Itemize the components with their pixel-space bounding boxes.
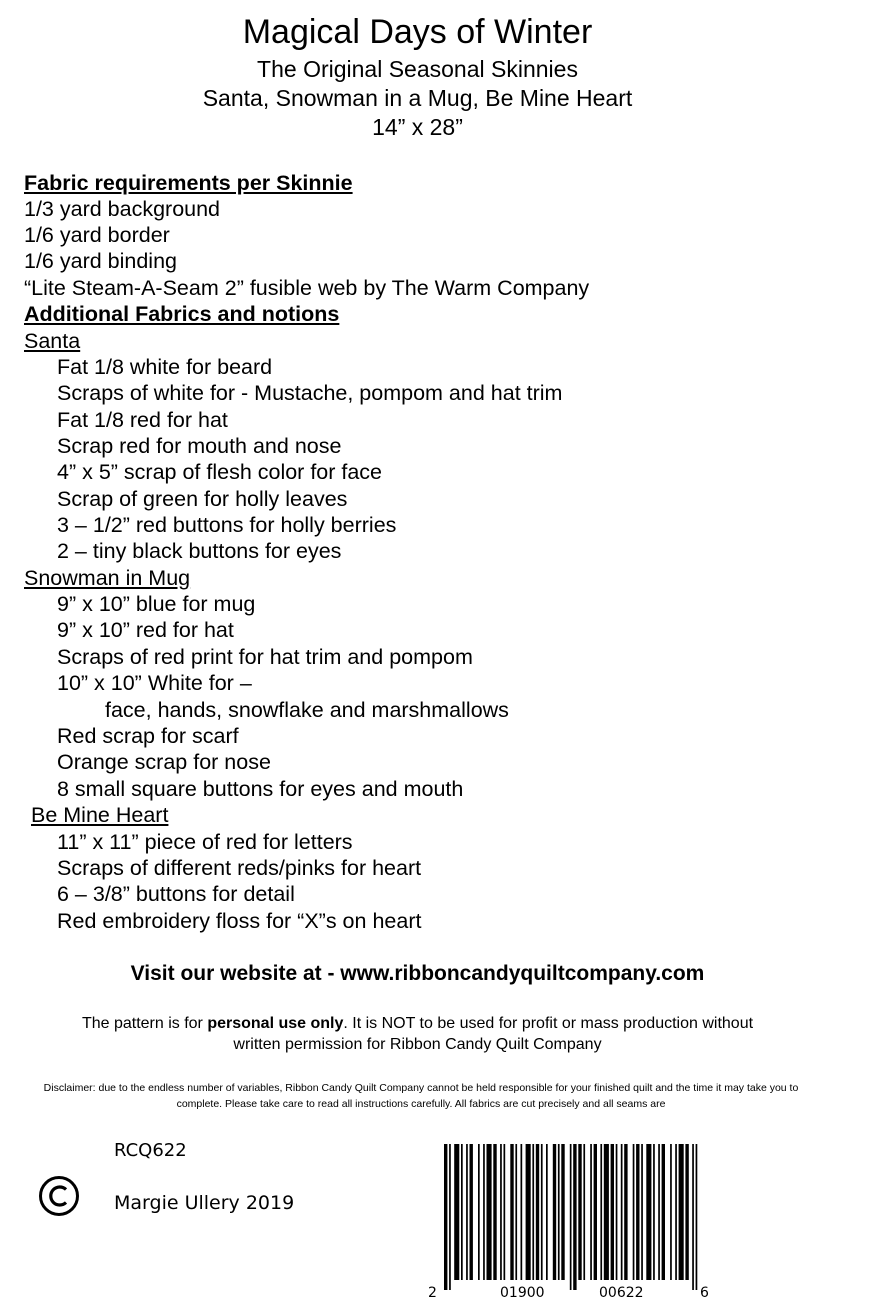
fabric-requirements-heading: Fabric requirements per Skinnie xyxy=(24,171,353,195)
heart-heading: Be Mine Heart xyxy=(31,803,169,827)
barcode-bar xyxy=(570,1144,572,1290)
barcode-bar xyxy=(449,1144,451,1290)
requirement-item: 1/6 yard binding xyxy=(24,249,177,273)
barcode-bar xyxy=(454,1144,459,1280)
pattern-code: RCQ622 xyxy=(114,1140,187,1161)
author-credit: Margie Ullery 2019 xyxy=(114,1192,295,1214)
santa-item: Fat 1/8 red for hat xyxy=(57,408,228,432)
barcode-bar xyxy=(604,1144,609,1280)
barcode-bar xyxy=(675,1144,677,1280)
website-line: Visit our website at - www.ribboncandyquiltcompany.com xyxy=(130,962,705,985)
santa-item: Fat 1/8 white for beard xyxy=(57,355,273,379)
usage-notice xyxy=(0,1013,835,1055)
barcode-bar xyxy=(478,1144,480,1280)
quilt-size: 14” x 28” xyxy=(372,114,463,140)
barcode xyxy=(424,1140,714,1300)
snowman-item-continued: face, hands, snowflake and marshmallows xyxy=(105,698,509,722)
barcode-bar xyxy=(553,1144,556,1280)
snowman-item: Orange scrap for nose xyxy=(57,750,271,774)
barcode-bar xyxy=(493,1144,496,1280)
snowman-item: 9” x 10” blue for mug xyxy=(57,592,256,616)
barcode-bar xyxy=(692,1144,694,1290)
barcode-bar xyxy=(600,1144,602,1280)
barcode-bar xyxy=(532,1144,534,1280)
barcode-bar xyxy=(558,1144,560,1280)
barcode-bar xyxy=(685,1144,688,1280)
heart-item: Red embroidery floss for “X”s on heart xyxy=(57,909,422,933)
barcode-digits-left: 01900 xyxy=(500,1285,545,1300)
barcode-bar xyxy=(546,1144,548,1280)
barcode-bar xyxy=(487,1144,492,1280)
barcode-bar xyxy=(515,1144,517,1280)
santa-item: Scraps of white for - Mustache, pompom and hat trim xyxy=(57,381,563,405)
notice-text: . It is NOT to be used for profit or mass production without xyxy=(343,1015,754,1032)
disclaimer: Disclaimer: due to the endless number of variables, Ribbon Candy Quilt Company cannot be held responsible for your finished quilt and the time it may take you to complete. Please take care to read all instructions carefully. All fabrics are cut precisely and all seams are xyxy=(43,1082,799,1110)
santa-item: 4” x 5” scrap of flesh color for face xyxy=(57,460,383,484)
requirement-item: “Lite Steam-A-Seam 2” fusible web by The Warm Company xyxy=(24,276,590,300)
requirement-item: 1/3 yard background xyxy=(24,197,221,221)
page-title: Magical Days of Winter xyxy=(242,13,593,51)
barcode-bar xyxy=(483,1144,485,1280)
barcode-bar xyxy=(594,1144,597,1280)
barcode-bar xyxy=(510,1144,513,1280)
barcode-bar xyxy=(646,1144,651,1280)
barcode-bar xyxy=(561,1144,564,1280)
barcode-bar xyxy=(573,1144,576,1290)
heart-item: Scraps of different reds/pinks for heart xyxy=(57,856,422,880)
santa-item: 2 – tiny black buttons for eyes xyxy=(57,539,342,563)
snowman-item: 10” x 10” White for – xyxy=(57,671,252,695)
barcode-bar xyxy=(611,1144,614,1280)
barcode-digit-check: 6 xyxy=(700,1285,709,1300)
snowman-item: 9” x 10” red for hat xyxy=(57,618,234,642)
barcode-bar xyxy=(521,1144,523,1280)
barcode-digits-right: 00622 xyxy=(599,1285,644,1300)
barcode-bar xyxy=(500,1144,502,1280)
barcode-bar xyxy=(621,1144,623,1280)
barcode-bar xyxy=(679,1144,684,1280)
santa-item: Scrap red for mouth and nose xyxy=(57,434,342,458)
barcode-digit-prefix: 2 xyxy=(428,1285,437,1300)
barcode-bar xyxy=(461,1144,463,1280)
barcode-bar xyxy=(578,1144,581,1280)
barcode-bar xyxy=(583,1144,585,1280)
requirement-item: 1/6 yard border xyxy=(24,223,170,247)
snowman-item: 8 small square buttons for eyes and mouth xyxy=(57,777,464,801)
additional-fabrics-heading: Additional Fabrics and notions xyxy=(24,302,340,326)
barcode-bar xyxy=(670,1144,672,1280)
barcode-bar xyxy=(444,1144,447,1290)
barcode-bar xyxy=(504,1144,506,1280)
barcode-bar xyxy=(696,1144,698,1290)
santa-item: Scrap of green for holly leaves xyxy=(57,487,348,511)
barcode-bar xyxy=(541,1144,543,1280)
heart-item: 6 – 3/8” buttons for detail xyxy=(57,882,295,906)
barcode-bar xyxy=(662,1144,665,1280)
snowman-item: Red scrap for scarf xyxy=(57,724,239,748)
notice-emphasis: personal use only xyxy=(207,1015,344,1032)
snowman-item: Scraps of red print for hat trim and pompom xyxy=(57,645,473,669)
barcode-bar xyxy=(653,1144,655,1280)
barcode-bar xyxy=(633,1144,635,1280)
barcode-bars xyxy=(444,1144,697,1290)
heart-item: 11” x 11” piece of red for letters xyxy=(57,830,353,854)
barcode-bar xyxy=(641,1144,643,1280)
snowman-heading: Snowman in Mug xyxy=(24,566,191,590)
barcode-bar xyxy=(526,1144,531,1280)
santa-item: 3 – 1/2” red buttons for holly berries xyxy=(57,513,397,537)
santa-heading: Santa xyxy=(24,329,81,353)
barcode-bar xyxy=(466,1144,468,1280)
subtitle: The Original Seasonal Skinnies xyxy=(257,56,578,82)
notice-text: written permission for Ribbon Candy Quilt Company xyxy=(233,1036,602,1053)
barcode-bar xyxy=(616,1144,618,1280)
barcode-bar xyxy=(624,1144,627,1280)
copyright-icon xyxy=(38,1175,80,1217)
barcode-bar xyxy=(658,1144,660,1280)
barcode-bar xyxy=(636,1144,639,1280)
notice-text: The pattern is for xyxy=(81,1015,208,1032)
barcode-bar xyxy=(590,1144,592,1280)
barcode-bar xyxy=(536,1144,539,1280)
barcode-bar xyxy=(470,1144,473,1280)
subtitle-patterns: Santa, Snowman in a Mug, Be Mine Heart xyxy=(202,85,633,111)
